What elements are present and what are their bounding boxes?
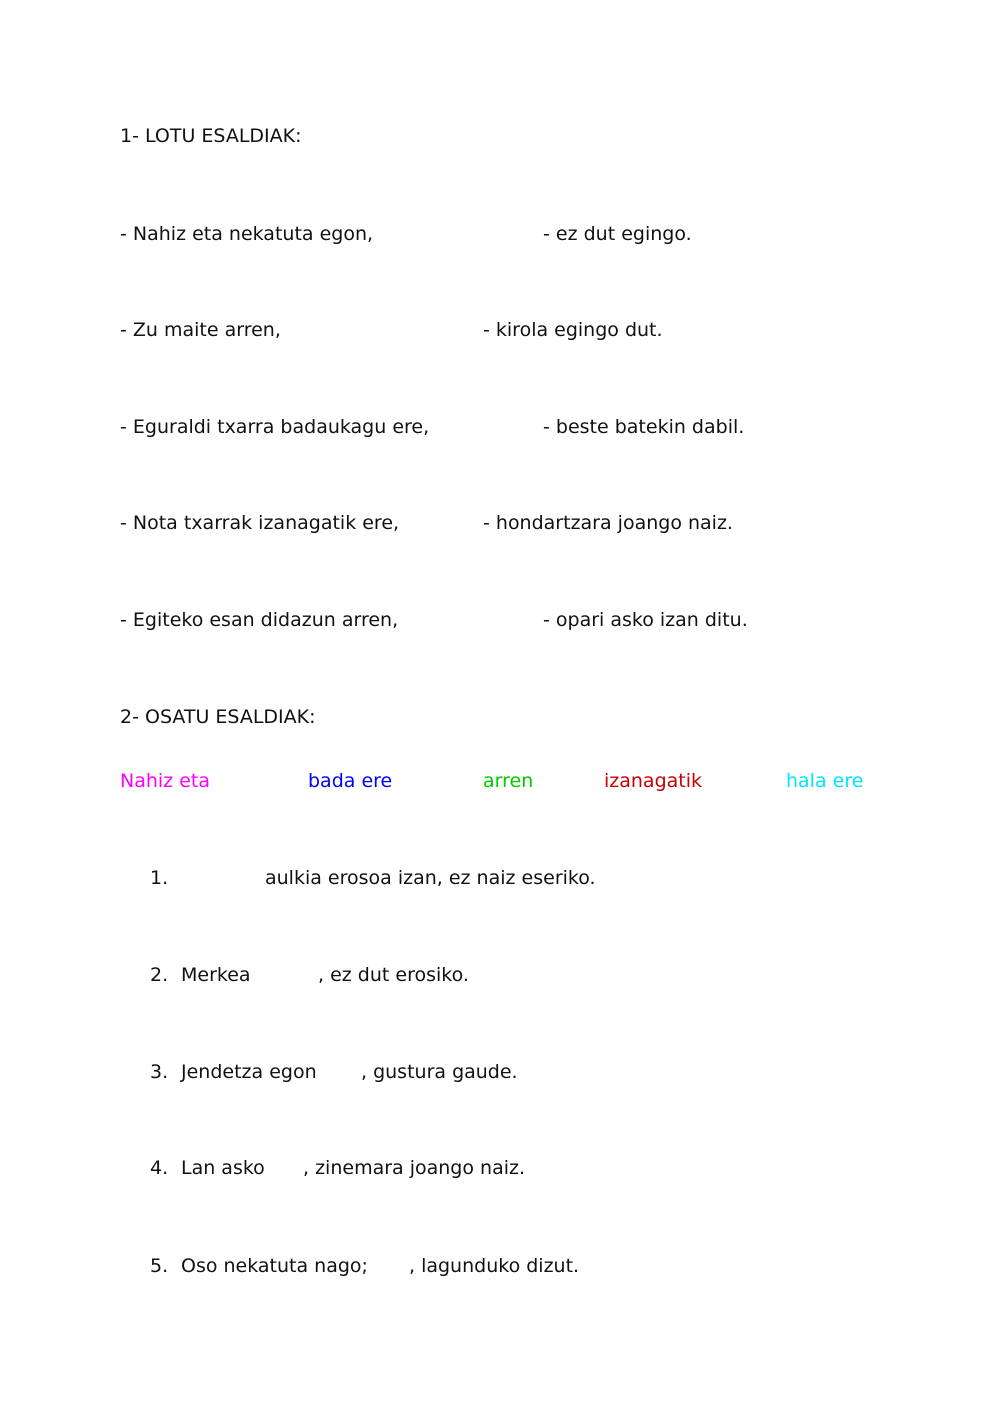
word-bank-item: bada ere [308, 770, 393, 792]
sentence-2-start: Merkea [181, 964, 251, 986]
item-number-5: 5. [150, 1255, 169, 1277]
right-phrase-3: - beste batekin dabil. [543, 416, 745, 438]
section-1-heading: 1- LOTU ESALDIAK: [120, 125, 302, 147]
right-phrase-1: - ez dut egingo. [543, 223, 692, 245]
sentence-5-end: , lagunduko dizut. [409, 1255, 580, 1277]
item-number-2: 2. [150, 964, 169, 986]
sentence-3-end: , gustura gaude. [361, 1061, 518, 1083]
left-phrase-4: - Nota txarrak izanagatik ere, [120, 512, 400, 534]
left-phrase-5: - Egiteko esan didazun arren, [120, 609, 399, 631]
left-phrase-1: - Nahiz eta nekatuta egon, [120, 223, 374, 245]
sentence-4-end: , zinemara joango naiz. [303, 1157, 525, 1179]
sentence-5-start: Oso nekatuta nago; [181, 1255, 368, 1277]
right-phrase-2: - kirola egingo dut. [483, 319, 663, 341]
left-phrase-2: - Zu maite arren, [120, 319, 281, 341]
right-phrase-5: - opari asko izan ditu. [543, 609, 748, 631]
left-phrase-3: - Eguraldi txarra badaukagu ere, [120, 416, 430, 438]
sentence-1-end: aulkia erosoa izan, ez naiz eseriko. [265, 867, 596, 889]
right-phrase-4: - hondartzara joango naiz. [483, 512, 733, 534]
section-2-heading: 2- OSATU ESALDIAK: [120, 706, 316, 728]
item-number-1: 1. [150, 867, 169, 889]
word-bank-item: izanagatik [604, 770, 703, 792]
word-bank-item: hala ere [786, 770, 864, 792]
sentence-4-start: Lan asko [181, 1157, 265, 1179]
word-bank-item: arren [483, 770, 534, 792]
item-number-4: 4. [150, 1157, 169, 1179]
item-number-3: 3. [150, 1061, 169, 1083]
sentence-3-start: Jendetza egon [181, 1061, 317, 1083]
word-bank-item: Nahiz eta [120, 770, 210, 792]
sentence-2-end: , ez dut erosiko. [318, 964, 469, 986]
